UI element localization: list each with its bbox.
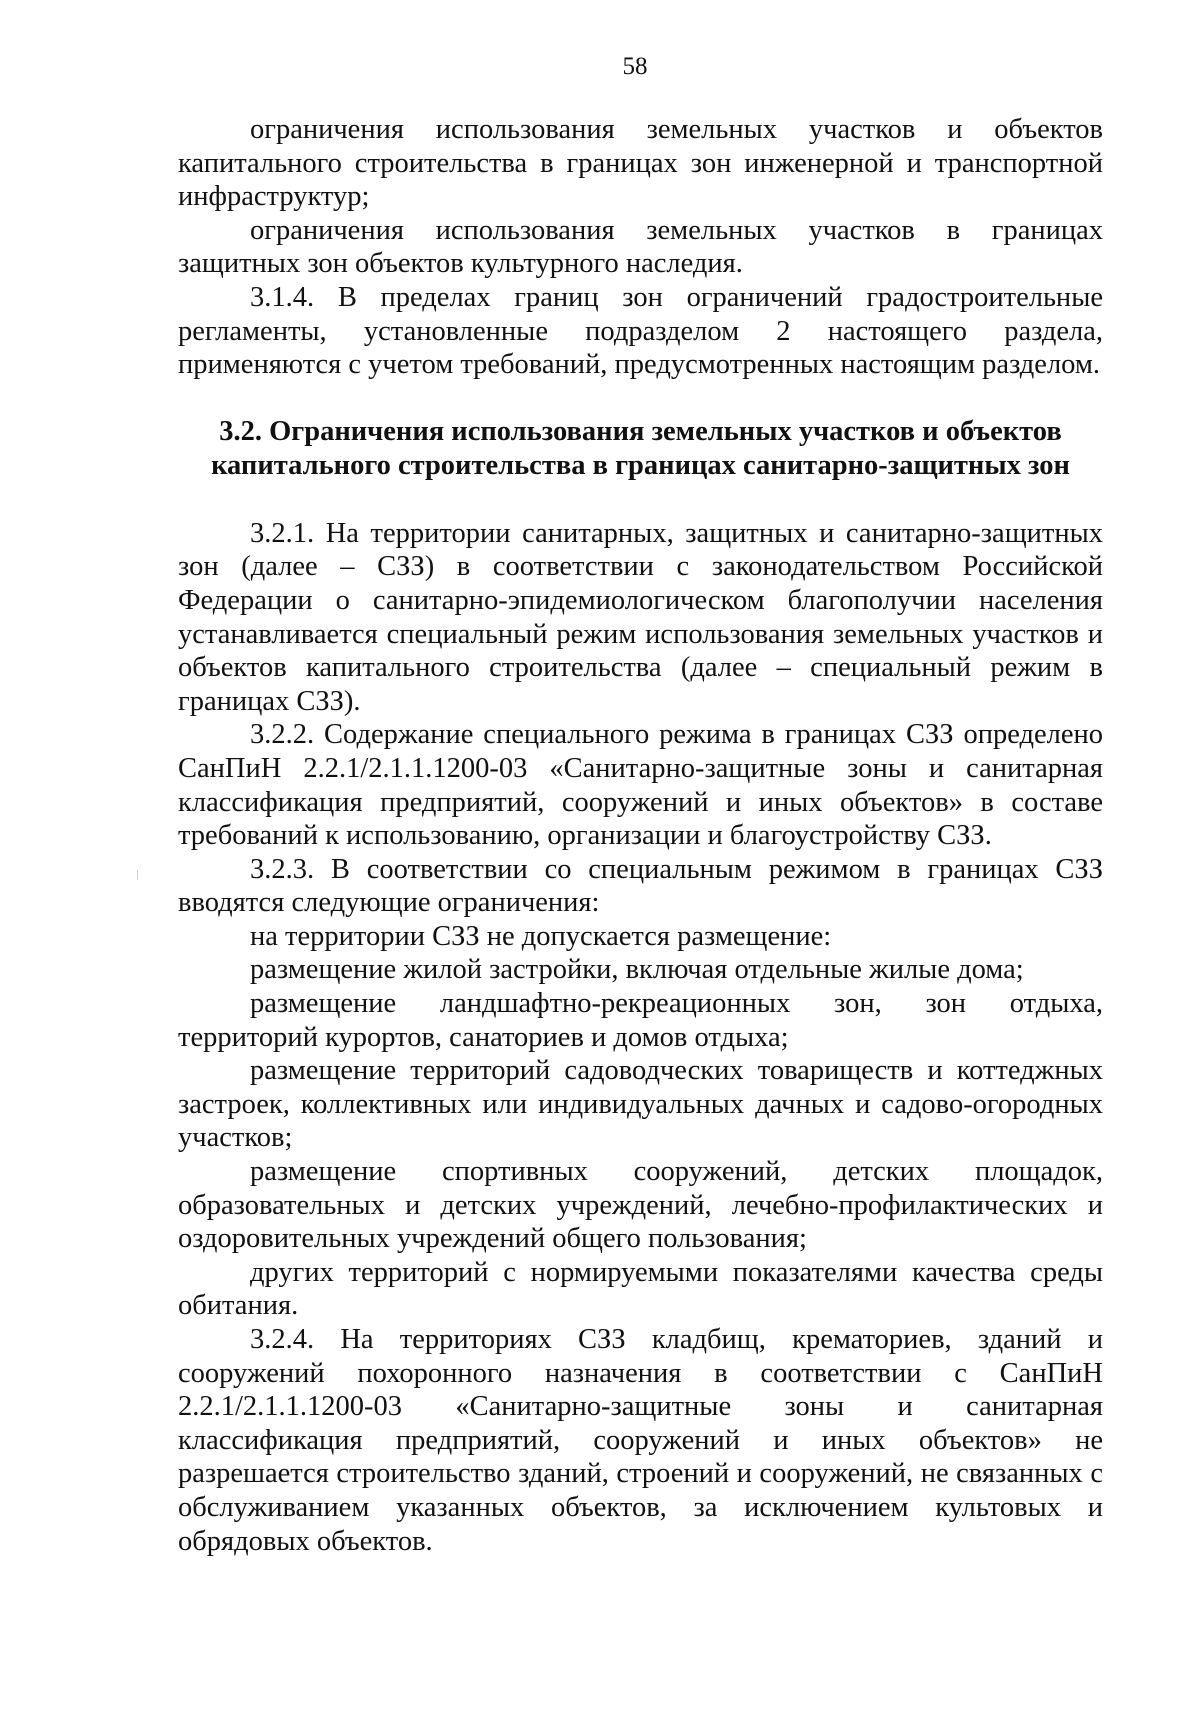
paragraph-3-2-4: 3.2.4. На территориях СЗЗ кладбищ, крематориев, зданий и сооружений похоронного назначения в соответствии с СанПиН 2.2.1/2.1.1.1200-03 «Санитарно-защитные зоны и санитарная классификация предприятий, сооружений и иных объектов» не разрешается строительство зданий, строений и сооружений, не связанных с обслуживанием указанных объектов, за исключением культовых и обрядовых объектов. (178, 1324, 1103, 1557)
paragraph-restrictions-infrastructure: ограничения использования земельных участков и объектов капитального строительства в границах зон инженерной и транспортной инфраструктур; (178, 114, 1103, 213)
scan-artifact-mark (137, 870, 138, 880)
list-item-sports-education: размещение спортивных сооружений, детских площадок, образовательных и детских учреждений, лечебно-профилактических и оздоровительных учреждений общего пользования; (178, 1156, 1103, 1255)
list-item-residential: размещение жилой застройки, включая отдельные жилые дома; (250, 954, 1024, 986)
list-item-other-territories: других территорий с нормируемыми показателями качества среды обитания. (178, 1256, 1103, 1322)
paragraph-3-1-4: 3.1.4. В пределах границ зон ограничений градостроительные регламенты, установленные подразделом 2 настоящего раздела, применяются с учетом требований, предусмотренных настоящим разделом. (178, 281, 1103, 381)
list-item-recreation: размещение ландшафтно-рекреационных зон, зон отдыха, территорий курортов, санаториев и домов отдыха; (178, 988, 1103, 1053)
paragraph-3-2-3: 3.2.3. В соответствии со специальным режимом в границах СЗЗ вводятся следующие ограничения: (178, 853, 1103, 919)
document-body (178, 113, 1103, 1558)
paragraph-szz-prohibited-placement: на территории СЗЗ не допускается размещение: (250, 920, 832, 952)
section-heading-3-2 (178, 415, 1103, 483)
paragraph-restrictions-heritage: ограничения использования земельных участков в границах защитных зон объектов культурного наследия. (178, 214, 1103, 280)
list-item-gardening: размещение территорий садоводческих товариществ и коттеджных застроек, коллективных или индивидуальных дачных и садово-огородных участков; (178, 1055, 1103, 1154)
page-number: 58 (622, 53, 648, 80)
section-heading-line-2: капитального строительства в границах санитарно-защитных зон (211, 449, 1070, 481)
paragraph-3-2-1: 3.2.1. На территории санитарных, защитных и санитарно-защитных зон (далее – СЗЗ) в соответствии с законодательством Российской Федерации о санитарно-эпидемиологическом благополучии населения устанавливается специальный режим использования земельных участков и объектов капитального строительства (далее – специальный режим в границах СЗЗ). (178, 517, 1103, 717)
paragraph-3-2-2: 3.2.2. Содержание специального режима в границах СЗЗ определено СанПиН 2.2.1/2.1.1.1200-03 «Санитарно-защитные зоны и санитарная классификация предприятий, сооружений и иных объектов» в составе требований к использованию, организации и благоустройству СЗЗ. (178, 719, 1103, 852)
section-heading-line-1: 3.2. Ограничения использования земельных участков и объектов (219, 415, 1062, 447)
